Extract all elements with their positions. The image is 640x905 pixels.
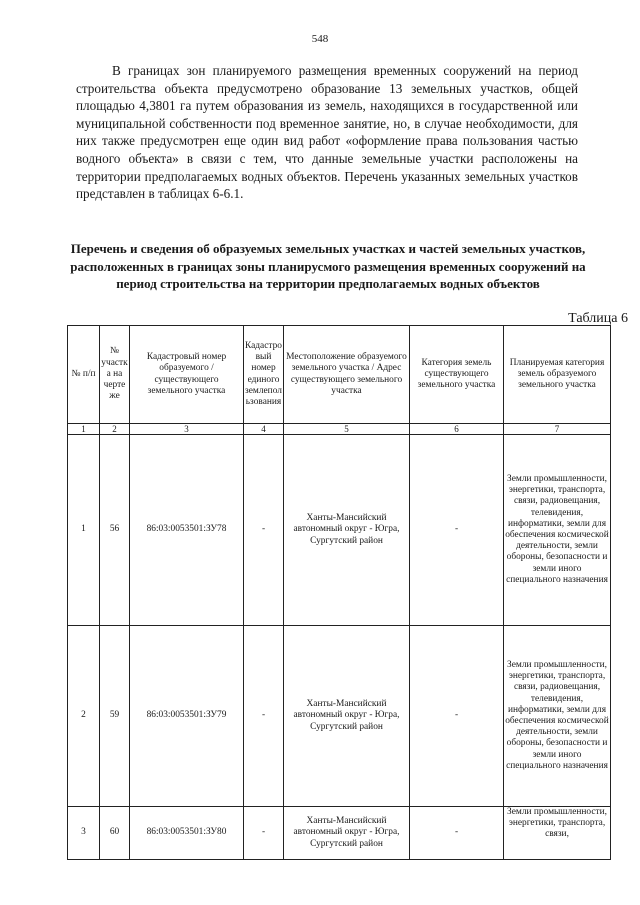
- column-number: 7: [504, 424, 611, 435]
- cadastral-number: 86:03:0053501:ЗУ80: [130, 807, 244, 860]
- category-planned: Земли промышленности, энергетики, транспорта, связи,: [504, 807, 611, 860]
- plot-number: 59: [100, 626, 130, 807]
- column-number: 5: [284, 424, 410, 435]
- category-planned: Земли промышленности, энергетики, транспорта, связи, радиовещания, телевидения, информатики, земли для обеспечения космической деятельности, земли обороны, безопасности и земли иного специального назначения: [504, 435, 611, 626]
- cadastral-number: 86:03:0053501:ЗУ79: [130, 626, 244, 807]
- header-plot-number: № участка на чертеже: [100, 326, 130, 424]
- header-number: № п/п: [68, 326, 100, 424]
- single-use-number: -: [244, 435, 284, 626]
- column-number: 2: [100, 424, 130, 435]
- location: Ханты-Мансийский автономный округ - Югра, Сургутский район: [284, 435, 410, 626]
- table-title: Перечень и сведения об образуемых земельных участках и частей земельных участков, расположенных в границах зоны планирусмого размещения временных сооружений на период строительства на территории предполагаемых водных объектов: [70, 241, 586, 291]
- header-cadastral-number: Кадастровый номер образуемого / существующего земельного участка: [130, 326, 244, 424]
- page-number: 548: [311, 33, 329, 45]
- column-number: 6: [410, 424, 504, 435]
- header-location: Местоположение образуемого земельного участка / Адрес существующего земельного участка: [284, 326, 410, 424]
- category-existing: -: [410, 807, 504, 860]
- row-number: 1: [68, 435, 100, 626]
- location: Ханты-Мансийский автономный округ - Югра, Сургутский район: [284, 626, 410, 807]
- table-row: [68, 626, 611, 807]
- single-use-number: -: [244, 807, 284, 860]
- table-row: [68, 807, 611, 860]
- category-existing: -: [410, 626, 504, 807]
- cadastral-number: 86:03:0053501:ЗУ78: [130, 435, 244, 626]
- plot-number: 56: [100, 435, 130, 626]
- table-label: Таблица 6: [568, 311, 628, 326]
- table-header-row: [68, 326, 611, 424]
- category-existing: -: [410, 435, 504, 626]
- row-number: 3: [68, 807, 100, 860]
- single-use-number: -: [244, 626, 284, 807]
- header-single-use-number: Кадастровый номер единого землепользования: [244, 326, 284, 424]
- header-category-planned: Планируемая категория земель образуемого земельного участка: [504, 326, 611, 424]
- intro-paragraph: В границах зон планируемого размещения временных сооружений на период строительства объекта предусмотрено образование 13 земельных участков, общей площадью 4,3801 га путем образования из земель, находящихся в государственной или муниципальной собственности под временное занятие, но, в случае необходимости, для них также предусмотрен еще один вид работ «оформление права пользования частью водного объекта» в связи с тем, что данные земельные участки расположены на территории предполагаемых водных объектов. Перечень указанных земельных участков представлен в таблицах 6-6.1.: [76, 63, 578, 202]
- column-number: 4: [244, 424, 284, 435]
- plot-number: 60: [100, 807, 130, 860]
- location: Ханты-Мансийский автономный округ - Югра, Сургутский район: [284, 807, 410, 860]
- column-number-row: [68, 424, 611, 435]
- column-number: 3: [130, 424, 244, 435]
- row-number: 2: [68, 626, 100, 807]
- header-category-existing: Категория земель существующего земельного участка: [410, 326, 504, 424]
- land-plots-table: [67, 325, 611, 860]
- column-number: 1: [68, 424, 100, 435]
- table-row: [68, 435, 611, 626]
- category-planned: Земли промышленности, энергетики, транспорта, связи, радиовещания, телевидения, информатики, земли для обеспечения космической деятельности, земли обороны, безопасности и земли иного специального назначения: [504, 626, 611, 807]
